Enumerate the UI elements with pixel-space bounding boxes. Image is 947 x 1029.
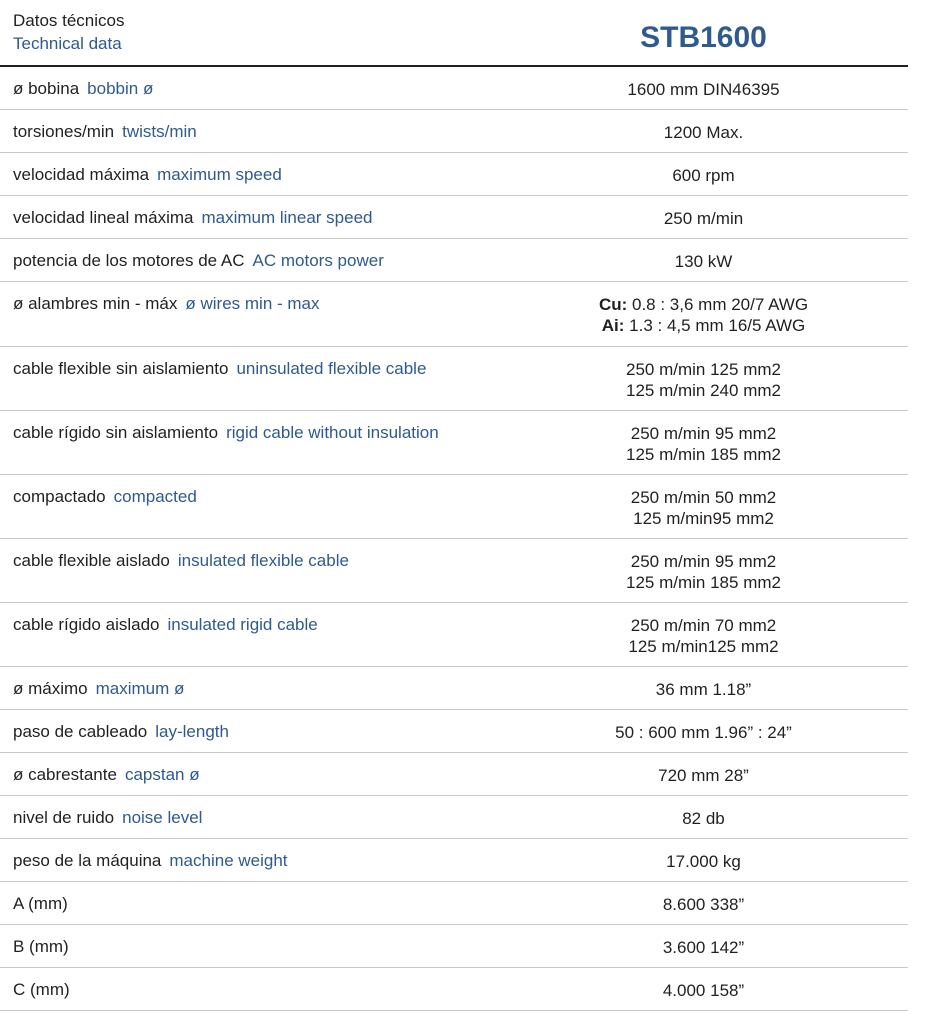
spec-label-english: compacted bbox=[113, 487, 197, 506]
spec-label-spanish: potencia de los motores de AC bbox=[13, 251, 245, 270]
spec-value-line bbox=[500, 851, 907, 872]
spec-label-english: maximum speed bbox=[157, 165, 282, 184]
spec-label bbox=[13, 165, 282, 185]
spec-value-text: 0.8 : 3,6 mm 20/7 AWG bbox=[632, 295, 809, 314]
spec-label bbox=[13, 487, 197, 507]
spec-label-spanish: ø máximo bbox=[13, 679, 88, 698]
spec-label bbox=[13, 551, 349, 571]
spec-value-text: 3.600 142” bbox=[662, 938, 745, 957]
spec-value-text: 125 m/min 185 mm2 bbox=[626, 445, 781, 464]
spec-label-spanish: C (mm) bbox=[13, 980, 70, 999]
material-prefix: Ai: bbox=[601, 316, 625, 335]
spec-row bbox=[0, 196, 908, 239]
spec-value bbox=[500, 423, 907, 465]
spec-row bbox=[0, 153, 908, 196]
spec-label-spanish: cable flexible sin aislamiento bbox=[13, 359, 229, 378]
spec-value-line bbox=[500, 315, 907, 336]
spec-label bbox=[13, 722, 229, 742]
spec-value-text: 250 m/min 50 mm2 bbox=[630, 488, 777, 507]
spec-value-line bbox=[500, 636, 907, 657]
spec-value bbox=[500, 851, 907, 872]
spec-row bbox=[0, 925, 908, 968]
spec-label-english: maximum ø bbox=[95, 679, 185, 698]
spec-row bbox=[0, 67, 908, 110]
spec-value-line bbox=[500, 423, 907, 444]
spec-label bbox=[13, 851, 288, 871]
spec-label-english: ø wires min - max bbox=[185, 294, 320, 313]
spec-label-spanish: cable rígido sin aislamiento bbox=[13, 423, 219, 442]
spec-label bbox=[13, 894, 68, 914]
spec-label-english: noise level bbox=[122, 808, 203, 827]
spec-label bbox=[13, 122, 197, 142]
spec-label bbox=[13, 359, 426, 379]
spec-value bbox=[500, 679, 907, 700]
spec-label-spanish: ø cabrestante bbox=[13, 765, 117, 784]
spec-label bbox=[13, 251, 384, 271]
spec-label bbox=[13, 79, 153, 99]
spec-value-text: 250 m/min 70 mm2 bbox=[630, 616, 777, 635]
spec-label-spanish: ø bobina bbox=[13, 79, 80, 98]
spec-value-line bbox=[500, 808, 907, 829]
spec-value-line bbox=[500, 294, 907, 315]
spec-value-text: 720 mm 28” bbox=[658, 766, 749, 785]
spec-label-english: lay-length bbox=[155, 722, 229, 741]
spec-row bbox=[0, 347, 908, 411]
spec-row bbox=[0, 603, 908, 667]
spec-row bbox=[0, 968, 908, 1011]
spec-value-text: 125 m/min95 mm2 bbox=[633, 509, 774, 528]
spec-value bbox=[500, 122, 907, 143]
spec-label-spanish: A (mm) bbox=[13, 894, 68, 913]
spec-label bbox=[13, 808, 202, 828]
spec-table bbox=[0, 67, 908, 1011]
spec-row bbox=[0, 239, 908, 282]
spec-value-line bbox=[500, 122, 907, 143]
spec-value bbox=[500, 937, 907, 958]
spec-value-line bbox=[500, 165, 907, 186]
spec-value-line bbox=[500, 208, 907, 229]
spec-label-spanish: torsiones/min bbox=[13, 122, 115, 141]
spec-label bbox=[13, 765, 200, 785]
spec-value-line bbox=[500, 251, 907, 272]
spec-row bbox=[0, 839, 908, 882]
header-title-english: Technical data bbox=[13, 34, 122, 53]
spec-value-text: 1600 mm DIN46395 bbox=[627, 80, 780, 99]
spec-value-line bbox=[500, 615, 907, 636]
spec-value-text: 82 db bbox=[682, 809, 725, 828]
spec-row bbox=[0, 710, 908, 753]
spec-value-text: 250 m/min 95 mm2 bbox=[630, 424, 777, 443]
spec-value-line bbox=[500, 679, 907, 700]
spec-row bbox=[0, 667, 908, 710]
spec-label bbox=[13, 679, 184, 699]
spec-row bbox=[0, 753, 908, 796]
spec-value bbox=[500, 208, 907, 229]
spec-value-text: 8.600 338” bbox=[662, 895, 745, 914]
spec-label-spanish: cable flexible aislado bbox=[13, 551, 170, 570]
spec-value-text: 600 rpm bbox=[672, 166, 735, 185]
spec-value-text: 4.000 158” bbox=[662, 981, 745, 1000]
spec-row bbox=[0, 796, 908, 839]
spec-value-line bbox=[500, 894, 907, 915]
spec-value-text: 125 m/min 185 mm2 bbox=[626, 573, 781, 592]
spec-value-line bbox=[500, 487, 907, 508]
spec-label-english: insulated rigid cable bbox=[167, 615, 318, 634]
spec-value-text: 250 m/min 125 mm2 bbox=[626, 360, 781, 379]
material-prefix: Cu: bbox=[598, 295, 628, 314]
spec-label bbox=[13, 980, 70, 1000]
spec-value-text: 125 m/min 240 mm2 bbox=[626, 381, 781, 400]
spec-value bbox=[500, 894, 907, 915]
spec-label-spanish: paso de cableado bbox=[13, 722, 148, 741]
header-title-spanish: Datos técnicos bbox=[13, 11, 125, 30]
spec-value bbox=[500, 79, 907, 100]
spec-value-text: 250 m/min 95 mm2 bbox=[630, 552, 777, 571]
spec-value-text: 17.000 kg bbox=[666, 852, 741, 871]
spec-label-spanish: velocidad lineal máxima bbox=[13, 208, 194, 227]
spec-value bbox=[500, 551, 907, 593]
spec-value bbox=[500, 615, 907, 657]
spec-label-english: rigid cable without insulation bbox=[226, 423, 439, 442]
spec-value-line bbox=[500, 765, 907, 786]
table-header bbox=[0, 0, 947, 66]
spec-value-line bbox=[500, 937, 907, 958]
spec-value-line bbox=[500, 572, 907, 593]
model-name: STB1600 bbox=[640, 21, 767, 54]
spec-label-english: insulated flexible cable bbox=[177, 551, 349, 570]
spec-value bbox=[500, 980, 907, 1001]
spec-value bbox=[500, 165, 907, 186]
spec-label-spanish: ø alambres min - máx bbox=[13, 294, 178, 313]
spec-row bbox=[0, 882, 908, 925]
spec-label-english: bobbin ø bbox=[87, 79, 154, 98]
spec-label-spanish: compactado bbox=[13, 487, 106, 506]
spec-value-line bbox=[500, 551, 907, 572]
spec-row bbox=[0, 282, 908, 347]
spec-value bbox=[500, 487, 907, 529]
spec-label-english: uninsulated flexible cable bbox=[236, 359, 427, 378]
spec-value-line bbox=[500, 722, 907, 743]
spec-label-english: AC motors power bbox=[252, 251, 384, 270]
spec-value-text: 1.3 : 4,5 mm 16/5 AWG bbox=[629, 316, 806, 335]
spec-label bbox=[13, 615, 318, 635]
spec-value bbox=[500, 251, 907, 272]
spec-value bbox=[500, 359, 907, 401]
spec-value-line bbox=[500, 380, 907, 401]
spec-label-spanish: nivel de ruido bbox=[13, 808, 115, 827]
spec-value-line bbox=[500, 79, 907, 100]
spec-label-english: machine weight bbox=[169, 851, 288, 870]
spec-label bbox=[13, 208, 373, 228]
spec-label-spanish: peso de la máquina bbox=[13, 851, 162, 870]
spec-label bbox=[13, 937, 69, 957]
spec-value bbox=[500, 808, 907, 829]
spec-label-spanish: cable rígido aislado bbox=[13, 615, 160, 634]
spec-row bbox=[0, 539, 908, 603]
spec-value-text: 125 m/min125 mm2 bbox=[628, 637, 779, 656]
spec-row bbox=[0, 411, 908, 475]
spec-row bbox=[0, 475, 908, 539]
spec-value-text: 50 : 600 mm 1.96” : 24” bbox=[615, 723, 792, 742]
spec-label-spanish: velocidad máxima bbox=[13, 165, 150, 184]
spec-value-text: 36 mm 1.18” bbox=[655, 680, 752, 699]
spec-row bbox=[0, 110, 908, 153]
spec-label bbox=[13, 294, 320, 314]
spec-value bbox=[500, 765, 907, 786]
spec-value-line bbox=[500, 980, 907, 1001]
spec-value-line bbox=[500, 359, 907, 380]
spec-label bbox=[13, 423, 439, 443]
spec-value-text: 250 m/min bbox=[663, 209, 744, 228]
spec-value-text: 130 kW bbox=[674, 252, 733, 271]
spec-value bbox=[500, 294, 907, 336]
spec-label-english: maximum linear speed bbox=[201, 208, 373, 227]
spec-value-line bbox=[500, 444, 907, 465]
spec-label-english: twists/min bbox=[122, 122, 197, 141]
spec-value bbox=[500, 722, 907, 743]
spec-value-text: 1200 Max. bbox=[663, 123, 744, 142]
spec-label-spanish: B (mm) bbox=[13, 937, 69, 956]
spec-label-english: capstan ø bbox=[124, 765, 200, 784]
spec-value-line bbox=[500, 508, 907, 529]
